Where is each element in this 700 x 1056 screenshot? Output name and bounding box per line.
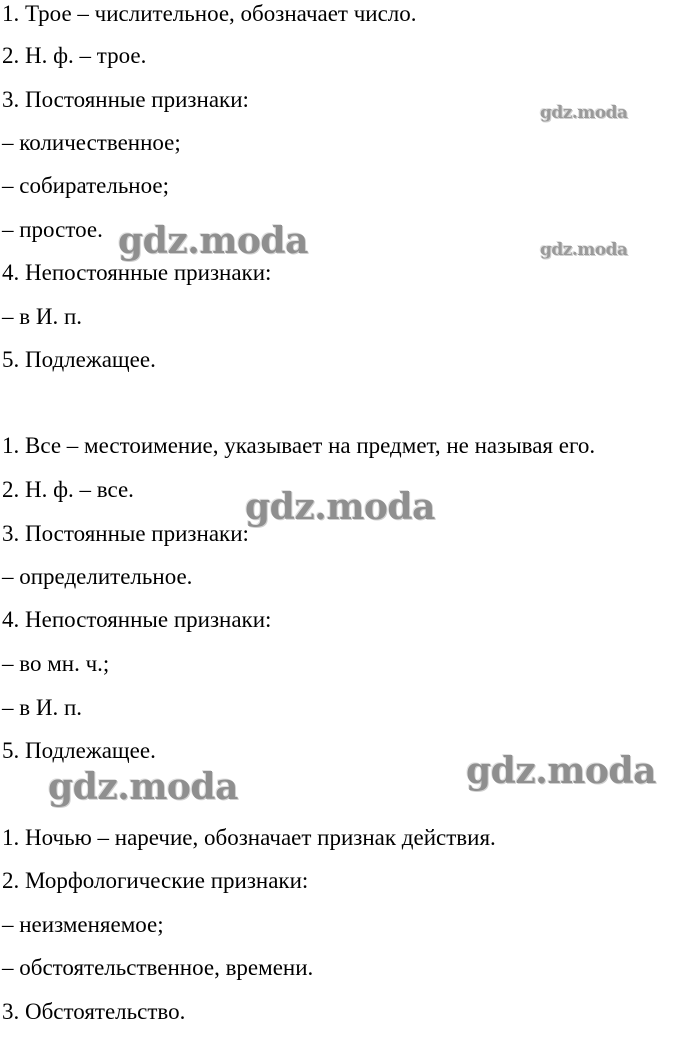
text-line: – неизменяемое; xyxy=(2,912,164,937)
text-line: 2. Н. ф. – трое. xyxy=(2,43,147,68)
text-line: – во мн. ч.; xyxy=(2,651,110,676)
text-line: 4. Непостоянные признаки: xyxy=(2,260,272,285)
text-line: 2. Морфологические признаки: xyxy=(2,868,309,893)
text-line: 3. Постоянные признаки: xyxy=(2,87,249,112)
text-line: 5. Подлежащее. xyxy=(2,347,156,372)
text-line: – собирательное; xyxy=(2,173,169,198)
text-line: – простое. xyxy=(2,217,103,242)
watermark: gdz.moda xyxy=(48,766,238,808)
text-line: 2. Н. ф. – все. xyxy=(2,477,134,502)
watermark: gdz.moda xyxy=(466,750,656,792)
text-line: 1. Трое – числительное, обозначает число. xyxy=(2,1,417,26)
watermark: gdz.moda xyxy=(245,486,435,528)
text-line: 3. Обстоятельство. xyxy=(2,999,186,1024)
text-line: – обстоятельственное, времени. xyxy=(2,955,314,980)
text-line: 4. Непостоянные признаки: xyxy=(2,607,272,632)
text-line: – в И. п. xyxy=(2,304,83,329)
text-line: 5. Подлежащее. xyxy=(2,738,156,763)
watermark: gdz.moda xyxy=(118,220,308,262)
watermark: gdz.moda xyxy=(540,103,628,123)
text-line: 3. Постоянные признаки: xyxy=(2,521,249,546)
text-line: – определительное. xyxy=(2,564,193,589)
text-line: 1. Все – местоимение, указывает на предмет, не называя его. xyxy=(2,433,596,458)
watermark: gdz.moda xyxy=(540,240,628,260)
text-line: 1. Ночью – наречие, обозначает признак действия. xyxy=(2,825,496,850)
text-line: – количественное; xyxy=(2,130,181,155)
text-line: – в И. п. xyxy=(2,695,83,720)
